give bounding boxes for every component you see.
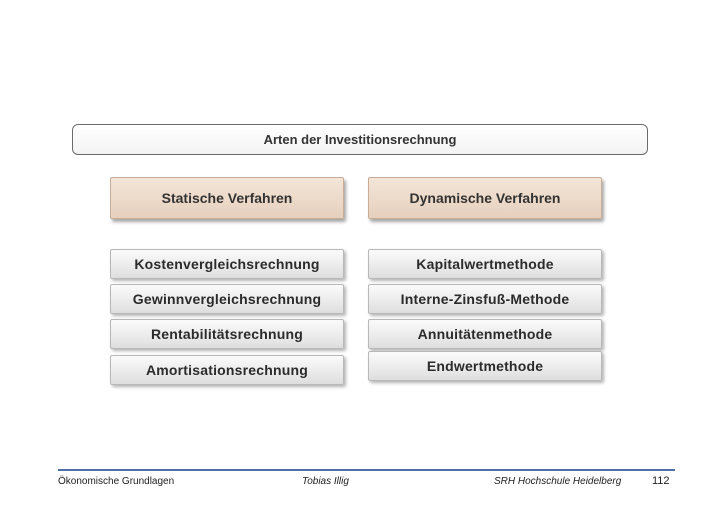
method-box-dynamic-1 [368, 249, 602, 279]
footer-course: Ökonomische Grundlagen [58, 476, 175, 487]
method-box-dynamic-3 [368, 319, 602, 349]
footer-institution: SRH Hochschule Heidelberg [494, 476, 622, 487]
method-label: Endwertmethode [426, 358, 544, 374]
footer-author: Tobias Illig [302, 476, 349, 487]
category-dynamic [368, 177, 602, 219]
method-box-static-4 [110, 355, 344, 385]
method-box-dynamic-4 [368, 351, 602, 381]
diagram-title-box [72, 124, 648, 155]
category-static-label: Statische Verfahren [161, 190, 293, 206]
diagram-title: Arten der Investitionsrechnung [263, 132, 457, 147]
category-static [110, 177, 344, 219]
method-box-static-2 [110, 284, 344, 314]
method-box-static-3 [110, 319, 344, 349]
footer-divider [58, 469, 675, 471]
method-label: Kapitalwertmethode [416, 256, 554, 272]
method-label: Kostenvergleichsrechnung [134, 256, 320, 272]
category-dynamic-label: Dynamische Verfahren [409, 190, 561, 206]
page-number: 112 [652, 475, 670, 487]
method-label: Gewinnvergleichsrechnung [132, 291, 322, 307]
method-box-static-1 [110, 249, 344, 279]
method-label: Amortisationsrechnung [145, 362, 309, 378]
method-label: Annuitätenmethode [417, 326, 553, 342]
method-label: Rentabilitätsrechnung [151, 326, 303, 342]
method-box-dynamic-2 [368, 284, 602, 314]
method-label: Interne-Zinsfuß-Methode [400, 291, 570, 307]
